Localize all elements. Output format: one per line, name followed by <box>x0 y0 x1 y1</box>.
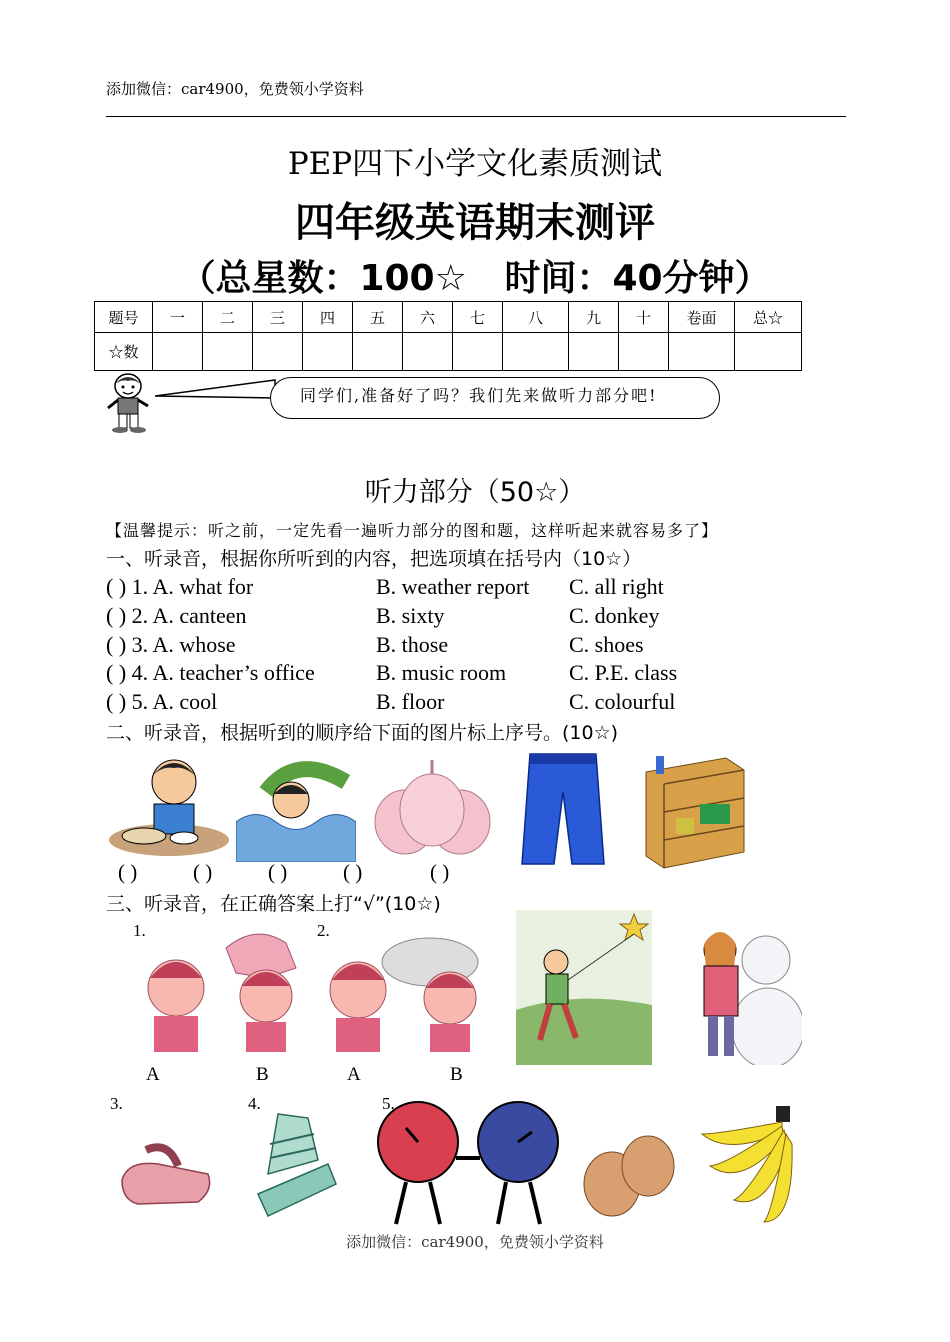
slippers-icon <box>118 1130 216 1210</box>
score-cell[interactable] <box>453 333 503 371</box>
score-header-cell: 题号 <box>95 302 153 333</box>
part1-item-1-c: C. all right <box>569 574 664 599</box>
score-cell[interactable] <box>735 333 802 371</box>
part3-label-2: 2. <box>317 921 330 940</box>
part1-item-5-a: ( ) 5. A. cool <box>106 689 218 714</box>
part1-item-3-c: C. shoes <box>569 632 644 657</box>
part2-blank-5[interactable]: ( ) <box>430 860 450 884</box>
part3-q1-option-a[interactable]: A <box>146 1064 160 1085</box>
score-cell[interactable] <box>203 333 253 371</box>
part1-item-2-c: C. donkey <box>569 603 660 628</box>
boy-cartoon-icon <box>100 372 160 436</box>
part2-blank-1[interactable]: ( ) <box>118 860 138 884</box>
part1-heading: 一、听录音，根据你所听到的内容，把选项填在括号内（10☆） <box>106 548 642 570</box>
part3-label-4: 4. <box>248 1094 261 1113</box>
kids-horse-picture-icon <box>136 928 304 1052</box>
jeans-icon <box>518 752 608 870</box>
score-cell[interactable] <box>303 333 353 371</box>
title-line-1: PEP四下小学文化素质测试 <box>287 146 663 182</box>
score-header-cell: 六 <box>403 302 453 333</box>
sandals-icon <box>248 1104 340 1219</box>
onions-icon <box>370 760 495 860</box>
score-cell[interactable] <box>353 333 403 371</box>
score-header-cell: 十 <box>619 302 669 333</box>
part1-item-3-a: ( ) 3. A. whose <box>106 632 236 657</box>
score-row-label: ☆数 <box>95 333 153 371</box>
score-table <box>94 301 802 371</box>
part1-item-4-a: ( ) 4. A. teacher’s office <box>106 660 315 685</box>
clock-characters-icon <box>366 1098 576 1230</box>
part2-blank-2[interactable]: ( ) <box>193 860 213 884</box>
bookshelf-icon <box>636 752 748 870</box>
score-cell[interactable] <box>153 333 203 371</box>
part1-item-5-c: C. colourful <box>569 689 676 714</box>
part1-item-5-b: B. floor <box>376 689 445 714</box>
score-header-cell: 九 <box>569 302 619 333</box>
part3-q2-option-b[interactable]: B <box>450 1064 463 1085</box>
part3-q2-option-a[interactable]: A <box>347 1064 361 1085</box>
score-cell[interactable] <box>253 333 303 371</box>
kids-sheep-picture-icon <box>320 932 488 1052</box>
score-header-cell: 二 <box>203 302 253 333</box>
footer-note: 添加微信：car4900，免费领小学资料 <box>346 1233 604 1251</box>
score-header-cell: 七 <box>453 302 503 333</box>
score-cell[interactable] <box>619 333 669 371</box>
score-cell[interactable] <box>569 333 619 371</box>
part1-item-1-b: B. weather report <box>376 574 530 599</box>
part1-item-4-c: C. P.E. class <box>569 660 678 685</box>
part2-heading: 二、听录音，根据听到的顺序给下面的图片标上序号。(10☆) <box>106 722 619 744</box>
bananas-icon <box>698 1104 800 1226</box>
part3-label-5: 5. <box>382 1094 395 1113</box>
bread-icon <box>582 1122 677 1220</box>
part3-q1-option-b[interactable]: B <box>256 1064 269 1085</box>
score-header-cell: 总☆ <box>735 302 802 333</box>
score-cell[interactable] <box>669 333 735 371</box>
part1-item-2-a: ( ) 2. A. canteen <box>106 603 247 628</box>
score-header-cell: 三 <box>253 302 303 333</box>
score-header-cell: 五 <box>353 302 403 333</box>
boy-eating-noodles-icon <box>104 752 234 860</box>
part2-blank-3[interactable]: ( ) <box>268 860 288 884</box>
score-cell[interactable] <box>403 333 453 371</box>
score-cell[interactable] <box>503 333 569 371</box>
score-header-cell: 一 <box>153 302 203 333</box>
title-line-3: （总星数：100☆ 时间：40分钟） <box>179 258 771 299</box>
score-header-cell: 四 <box>303 302 353 333</box>
header-rule <box>106 116 846 117</box>
speech-bubble-text: 同学们,准备好了吗？我们先来做听力部分吧! <box>300 386 658 405</box>
part3-label-1: 1. <box>133 921 146 940</box>
part1-item-4-b: B. music room <box>376 660 507 685</box>
part1-item-2-b: B. sixty <box>376 603 445 628</box>
title-line-2: 四年级英语期末测评 <box>295 200 655 246</box>
part3-label-3: 3. <box>110 1094 123 1113</box>
part3-heading: 三、听录音，在正确答案上打“√”(10☆) <box>106 893 441 915</box>
part2-blank-4[interactable]: ( ) <box>343 860 363 884</box>
score-header-cell: 八 <box>503 302 569 333</box>
kite-flying-picture-icon <box>516 910 652 1065</box>
listening-tip: 【温馨提示：听之前，一定先看一遍听力部分的图和题，这样听起来就容易多了】 <box>106 521 719 540</box>
header-note: 添加微信：car4900，免费领小学资料 <box>106 80 364 98</box>
score-header-cell: 卷面 <box>669 302 735 333</box>
snowman-picture-icon <box>690 910 802 1065</box>
listening-section-title: 听力部分（50☆） <box>364 477 586 508</box>
part1-item-1-a: ( ) 1. A. what for <box>106 574 254 599</box>
boy-swimming-icon <box>236 752 356 862</box>
part1-item-3-b: B. those <box>376 632 449 657</box>
bubble-tail-icon <box>155 378 280 400</box>
